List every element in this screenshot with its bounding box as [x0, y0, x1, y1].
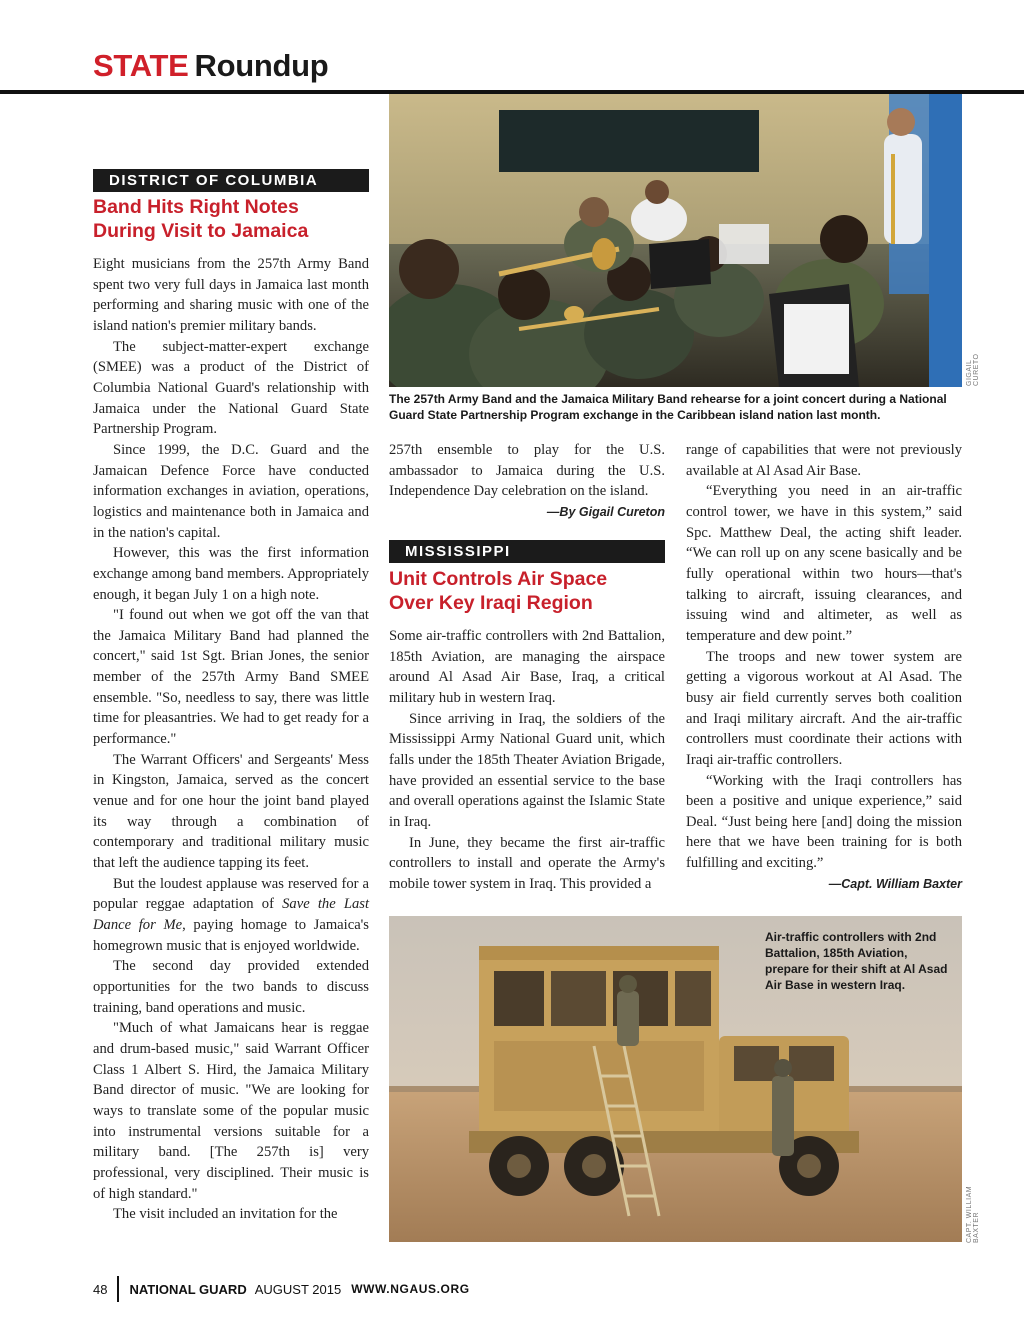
- ms-paragraph-6: The troops and new tower system are getting a vigorous workout at Al Asad. The busy air field currently serves both coalition and Iraqi military aircraft. And the air-traffic controllers must coordinate their actions with Iraqi air-traffic controllers.: [686, 648, 962, 768]
- band-photo-credit: GIGAIL CURETO: [966, 353, 980, 386]
- ms-headline: [389, 567, 665, 615]
- dc-continued-text: 257th ensemble to play for the U.S. ambassador to Jamaica during the U.S. Independence Day celebration on the island.: [389, 442, 665, 500]
- dc-paragraph-4: However, this was the first information exchange among band members. Appropriately enough, it began July 1 on a high note.: [93, 545, 369, 603]
- ms-paragraph-4: range of capabilities that were not previously available at Al Asad Air Base.: [686, 442, 962, 479]
- section-label-red: STATE: [93, 48, 189, 83]
- ms-article-body-col3: [686, 440, 962, 894]
- tower-photo-credit: CAPT. WILLIAM BAXTER: [966, 1185, 980, 1243]
- website-url: WWW.NGAUS.ORG: [351, 1282, 470, 1296]
- dc-headline-line2: During Visit to Jamaica: [93, 220, 309, 242]
- page-footer: [93, 1276, 470, 1302]
- issue-date: AUGUST 2015: [254, 1281, 342, 1297]
- dc-paragraph-3: Since 1999, the D.C. Guard and the Jamaican Defence Force have conducted information exchanges in aviation, operations, logistics and maintenance both in Jamaica and in the nation's capital.: [93, 441, 369, 541]
- dc-paragraph-6: The Warrant Officers' and Sergeants' Mess in Kingston, Jamaica, served as the concert venue and for one hour the joint band played its way through a combination of contemporary and traditional military music that left the audience tapping its feet.: [93, 751, 369, 872]
- ms-paragraph-1: Some air-traffic controllers with 2nd Battalion, 185th Aviation, are managing the airspace around Al Asad Air Base, Iraq, a critical military hub in western Iraq.: [389, 628, 665, 706]
- dc-headline-line1: Band Hits Right Notes: [93, 196, 299, 218]
- page-number: 48: [93, 1281, 108, 1297]
- ms-paragraph-7: “Working with the Iraqi controllers has been a positive and unique experience,” said Deal. “Just being here [and] doing the mission here that we have been training for is both fulfilling and exciting.”: [686, 772, 962, 872]
- dc-paragraph-7: [93, 874, 369, 957]
- publication-name: NATIONAL GUARD: [129, 1281, 247, 1297]
- ms-headline-line1: Unit Controls Air Space: [389, 568, 608, 590]
- ms-paragraph-3: In June, they became the first air-traffic controllers to install and operate the Army's mobile tower system in Iraq. This provided a: [389, 834, 665, 892]
- dc-p7-after: , paying homage to Jamaica's homegrown music that is enjoyed worldwide.: [93, 917, 369, 954]
- ms-paragraph-2: Since arriving in Iraq, the soldiers of the Mississippi Army National Guard unit, which falls under the 185th Theater Aviation Brigade, have provided an essential service to the base and overall operations against the Islamic State in Iraq.: [389, 710, 665, 830]
- dc-continued: [389, 440, 665, 522]
- dc-paragraph-2: The subject-matter-expert exchange (SMEE) was a product of the District of Columbia National Guard's relationship with Jamaica under the National Guard State Partnership Program.: [93, 338, 369, 438]
- footer-divider: [117, 1276, 119, 1302]
- ms-section-tag: MISSISSIPPI: [389, 540, 665, 563]
- dc-paragraph-10: The visit included an invitation for the: [113, 1206, 338, 1223]
- ms-headline-line2: Over Key Iraqi Region: [389, 592, 593, 614]
- band-photo-illustration: [389, 94, 962, 387]
- section-label-black: Roundup: [194, 48, 329, 83]
- dc-paragraph-9: "Much of what Jamaicans hear is reggae and drum-based music," said Warrant Officer Class 1 Albert S. Hird, the Jamaica Military Band director of music. "We are looking for ways to translate some of the popular music into instrumental versions suitable for a military band. [The 257th is] very professional, very disciplined. Their music is of high standard.": [93, 1020, 369, 1202]
- dc-section-tag: DISTRICT OF COLUMBIA: [93, 169, 369, 192]
- dc-paragraph-1: Eight musicians from the 257th Army Band spent two very full days in Jamaica last month performing and sharing music with one of the island nation's premier military bands.: [93, 256, 369, 334]
- section-header: [93, 48, 328, 84]
- ms-byline: —Capt. William Baxter: [828, 876, 962, 891]
- tower-photo-caption: Air-traffic controllers with 2nd Battalion, 185th Aviation, prepare for their shift at Al Asad Air Base in western Iraq.: [765, 930, 948, 992]
- ms-article-body-col2: [389, 626, 665, 895]
- dc-headline: [93, 195, 369, 243]
- dc-paragraph-5: "I found out when we got off the van that the Jamaica Military Band had planned the concert," said 1st Sgt. Brian Jones, the senior member of the 257th Army Band SMEE ensemble. "So, needless to say, there was little time for pleasantries. We had to get ready for a performance.": [93, 607, 369, 748]
- ms-paragraph-5: “Everything you need in an air-traffic control tower, we have in this system,” said Spc. Matthew Deal, the acting shift leader. “We can roll up on any scene basically and be fully operational within two hours—that's talking to aircraft, issuing clearances, and issuing wind and altimeter, as well as temperature and dew point.”: [686, 483, 962, 644]
- dc-byline: —By Gigail Cureton: [546, 504, 665, 519]
- dc-paragraph-8: The second day provided extended opportunities for the two bands to discuss training, band operations and music.: [93, 958, 369, 1016]
- dc-article-body: [93, 254, 369, 1225]
- band-photo: [389, 94, 962, 387]
- band-photo-caption: The 257th Army Band and the Jamaica Military Band rehearse for a joint concert during a National Guard State Partnership Program exchange in the Caribbean island nation last month.: [389, 392, 947, 422]
- song-title: Save the Last Dance for Me: [93, 896, 370, 933]
- dc-p7-before: But the loudest applause was reserved for a popular reggae adaptation of: [93, 875, 369, 913]
